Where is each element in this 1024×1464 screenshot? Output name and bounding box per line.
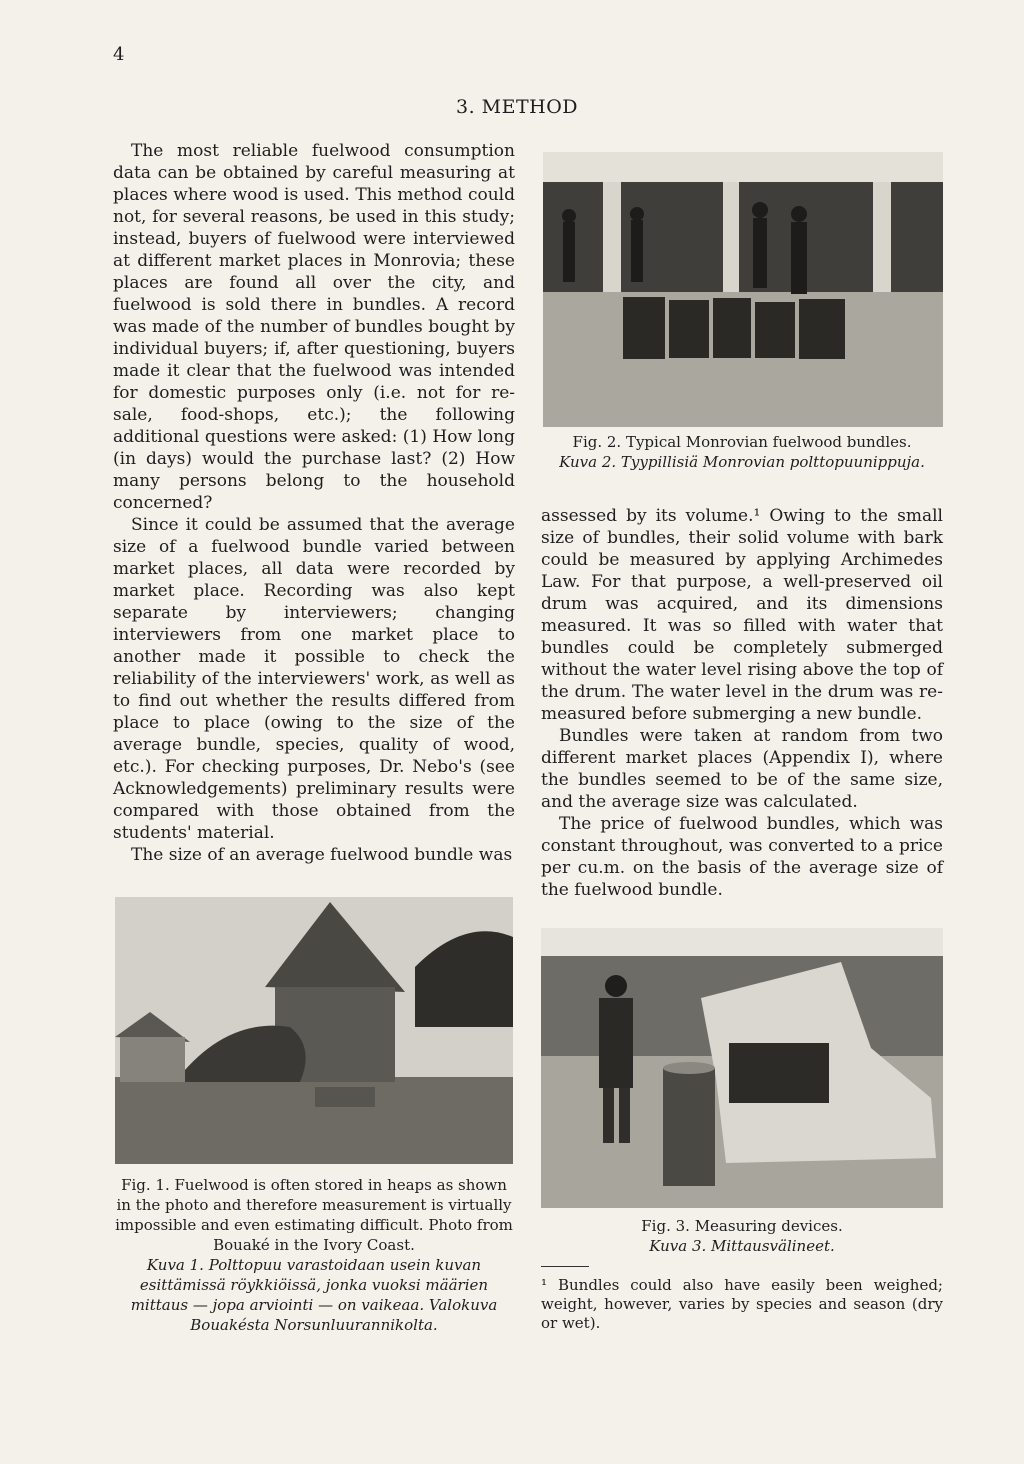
fig3-photo: [541, 928, 943, 1208]
paragraph-random-bundles: Bundles were taken at random from two different market places (Appendix I), where the bundles seemed to be of the same size, and the average size was calculated.: [541, 726, 943, 812]
paragraph-bundle-size: The size of an average fuelwood bundle was: [131, 845, 513, 865]
fig1-caption-fi: Kuva 1. Polttopuu varastoidaan usein kuvan esittämissä röykkiöissä, jonka vuoksi määrien mittaus — jopa arviointi — on vaikeaa. Valokuva Bouakésta Norsunluurannikolta.: [130, 1256, 498, 1334]
fig1-photo: [115, 897, 513, 1164]
paragraph-price: The price of fuelwood bundles, which was constant throughout, was converted to a price per cu.m. on the basis of the average size of the fuelwood bundle.: [541, 814, 943, 900]
fig1-caption-en: Fig. 1. Fuelwood is often stored in heaps as shown in the photo and therefore measurement is virtually impossible and even estimating difficult. Photo from Bouaké in the Ivory Coast.: [115, 1176, 513, 1254]
footnote-divider: [541, 1266, 589, 1267]
footnote: ¹ Bundles could also have easily been weighed; weight, however, varies by species and season (dry or wet).: [541, 1276, 943, 1332]
paragraph-method-intro: The most reliable fuelwood consumption data can be obtained by careful measuring at places where wood is used. This method could not, for several reasons, be used in this study; instead, buyers of fuelwood were interviewed at different market places in Monrovia; these places are found all over the city, and fuelwood is sold there in bundles. A record was made of the number of bundles bought by individual buyers; if, after questioning, buyers made it clear that the fuelwood was intended for domestic purposes only (i.e. not for re-sale, food-shops, etc.); the following additional questions were asked: (1) How long (in days) would the purchase last? (2) How many persons belong to the household concerned?: [113, 141, 515, 513]
fig2-caption-en: Fig. 2. Typical Monrovian fuelwood bundles.: [572, 433, 912, 451]
fig2-caption-fi: Kuva 2. Tyypillisiä Monrovian polttopuunippuja.: [559, 453, 925, 471]
paragraph-recording: Since it could be assumed that the average size of a fuelwood bundle varied between market places, all data were recorded by market place. Recording was also kept separate by interviewers; changing interviewers from one market place to another made it possible to check the reliability of the interviewers' work, as well as to find out whether the results differed from place to place (owing to the size of the average bundle, species, quality of wood, etc.). For checking purposes, Dr. Nebo's (see Acknowledgements) preliminary results were compared with those obtained from the students' material.: [113, 515, 515, 843]
fig1-caption: [115, 1175, 513, 1335]
right-column: [541, 505, 943, 901]
left-column: [113, 140, 515, 866]
fig3-caption-fi: Kuva 3. Mittausvälineet.: [649, 1237, 835, 1255]
fig2-photo: [543, 152, 943, 427]
fig3-caption: [541, 1216, 943, 1256]
section-title: 3. METHOD: [456, 96, 579, 118]
page-number: 4: [113, 44, 125, 65]
fig3-caption-en: Fig. 3. Measuring devices.: [641, 1217, 843, 1235]
fig2-caption: [541, 432, 943, 472]
paragraph-volume: assessed by its volume.¹ Owing to the small size of bundles, their solid volume with bark could be measured by applying Archimedes Law. For that purpose, a well-preserved oil drum was acquired, and its dimensions measured. It was so filled with water that bundles could be completely submerged without the water level rising above the top of the drum. The water level in the drum was re-measured before submerging a new bundle.: [541, 506, 943, 724]
